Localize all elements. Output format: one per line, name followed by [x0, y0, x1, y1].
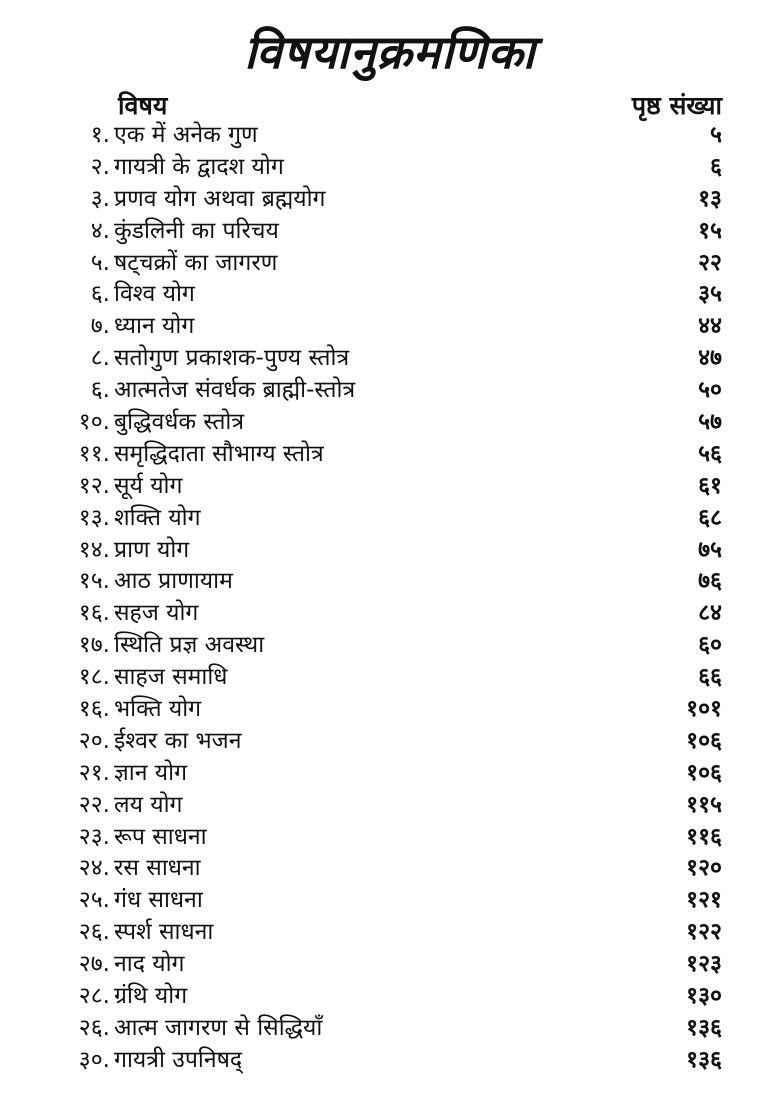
entry-page-number: ५६: [698, 440, 722, 467]
entry-number: १३.: [78, 504, 110, 531]
entry-number: १२.: [78, 472, 110, 499]
entry-number: २८.: [78, 983, 110, 1010]
entry-page-number: ५०: [698, 377, 722, 404]
entry-page-number: ३५: [698, 281, 722, 308]
entry-page-number: १३६: [686, 1014, 722, 1041]
entry-title: कुंडलिनी का परिचय: [114, 217, 279, 244]
toc-entry: [0, 917, 780, 949]
entry-number: २५.: [78, 887, 110, 914]
entry-title: ज्ञान योग: [114, 759, 188, 786]
entry-number: १४.: [78, 536, 110, 563]
entry-title: साहज समाधि: [114, 664, 228, 691]
entry-title: प्राण योग: [114, 536, 190, 563]
entry-number: १०.: [78, 409, 110, 436]
entry-title: षट्चक्रों का जागरण: [114, 249, 278, 276]
toc-entry: [0, 885, 780, 917]
toc-entry: [0, 662, 780, 694]
entry-title: सतोगुण प्रकाशक-पुण्य स्तोत्र: [114, 345, 350, 372]
toc-entry: [0, 407, 780, 439]
entry-page-number: ६६: [698, 664, 722, 691]
entry-title: गायत्री के द्वादश योग: [114, 153, 284, 180]
entry-title: बुद्धिवर्धक स्तोत्र: [114, 409, 245, 436]
toc-entry: [0, 758, 780, 790]
entry-page-number: ७५: [698, 536, 722, 563]
entry-page-number: १२३: [686, 951, 722, 978]
entry-number: २७.: [78, 951, 110, 978]
entry-page-number: ६: [710, 153, 722, 180]
toc-entry: [0, 152, 780, 184]
toc-entry: [0, 503, 780, 535]
entry-title: लय योग: [114, 791, 183, 818]
entry-page-number: ७६: [698, 568, 722, 595]
toc-entry: [0, 566, 780, 598]
entry-number: ७.: [90, 313, 110, 340]
toc-entry: [0, 248, 780, 280]
entry-page-number: ८४: [698, 600, 722, 627]
toc-entry: [0, 120, 780, 152]
toc-entry: [0, 375, 780, 407]
toc-entry: [0, 598, 780, 630]
toc-entry: [0, 216, 780, 248]
entry-number: ८.: [90, 345, 110, 372]
entry-title: स्थिति प्रज्ञ अवस्था: [114, 632, 265, 659]
entry-number: १५.: [78, 568, 110, 595]
toc-entry: [0, 279, 780, 311]
toc-entry: [0, 535, 780, 567]
entry-page-number: १५: [698, 217, 722, 244]
entry-page-number: ११६: [686, 823, 722, 850]
entry-page-number: ११५: [686, 791, 722, 818]
entry-number: २.: [90, 153, 110, 180]
entry-title: नाद योग: [114, 951, 185, 978]
entry-page-number: ६१: [698, 472, 722, 499]
entry-page-number: १२०: [686, 855, 722, 882]
entry-number: २४.: [78, 855, 110, 882]
entry-page-number: १३६: [686, 1046, 722, 1073]
toc-entry: [0, 184, 780, 216]
entry-page-number: २२: [698, 249, 722, 276]
entry-page-number: ४४: [698, 313, 722, 340]
entry-number: ३.: [90, 185, 110, 212]
entry-title: शक्ति योग: [114, 504, 201, 531]
entry-number: ६.: [90, 377, 110, 404]
entry-title: ध्यान योग: [114, 313, 195, 340]
entry-number: १७.: [78, 632, 110, 659]
entry-number: १६.: [78, 696, 110, 723]
toc-entry: [0, 1013, 780, 1045]
entry-number: २६.: [78, 919, 110, 946]
entry-title: आठ प्राणायाम: [114, 568, 233, 595]
entry-title: ग्रंथि योग: [114, 983, 188, 1010]
toc-entry: [0, 471, 780, 503]
entry-page-number: १०६: [686, 759, 722, 786]
entry-number: ११.: [78, 440, 110, 467]
toc-entry: [0, 343, 780, 375]
entry-number: २२.: [78, 791, 110, 818]
entry-number: ३०.: [78, 1046, 110, 1073]
toc-entry: [0, 311, 780, 343]
toc-entry: [0, 439, 780, 471]
toc-entry: [0, 949, 780, 981]
entry-number: ४.: [90, 217, 110, 244]
subject-column-header: विषय: [118, 91, 168, 120]
entry-title: रूप साधना: [114, 823, 207, 850]
entry-page-number: ५: [710, 122, 722, 148]
entry-number: २६.: [78, 1014, 110, 1041]
toc-entry: [0, 1045, 780, 1077]
entry-page-number: १३: [698, 185, 722, 212]
entry-number: १६.: [78, 600, 110, 627]
entry-title: विश्व योग: [114, 281, 195, 308]
entry-title: समृद्धिदाता सौभाग्य स्तोत्र: [114, 440, 324, 467]
entry-number: ६.: [90, 281, 110, 308]
entry-title: सहज योग: [114, 600, 199, 627]
page-number-column-header: पृष्ठ संख्या: [631, 91, 722, 120]
toc-entry: [0, 853, 780, 885]
entry-page-number: ६०: [698, 632, 722, 659]
entry-page-number: १३०: [686, 983, 722, 1010]
entry-title: गायत्री उपनिषद्: [114, 1046, 243, 1073]
entry-title: एक में अनेक गुण: [114, 122, 258, 148]
page-title: विषयानुक्रमणिका: [244, 25, 536, 79]
entry-number: १८.: [78, 664, 110, 691]
entry-number: २०.: [78, 727, 110, 754]
entry-page-number: ४७: [698, 345, 722, 372]
toc-entry: [0, 822, 780, 854]
toc-entry: [0, 694, 780, 726]
toc-entry: [0, 981, 780, 1013]
toc-entry: [0, 630, 780, 662]
entry-page-number: १२२: [686, 919, 722, 946]
entry-number: २१.: [78, 759, 110, 786]
entry-number: ५.: [90, 249, 110, 276]
entry-title: आत्मतेज संवर्धक ब्राह्मी-स्तोत्र: [114, 377, 356, 404]
toc-entry: [0, 726, 780, 758]
entry-number: २३.: [78, 823, 110, 850]
entry-title: स्पर्श साधना: [114, 919, 214, 946]
entry-title: ईश्वर का भजन: [114, 727, 242, 754]
entry-page-number: १०६: [686, 727, 722, 754]
entry-page-number: ६८: [698, 504, 722, 531]
entry-page-number: १२१: [686, 887, 722, 914]
table-of-contents: [0, 120, 780, 1077]
entry-title: गंध साधना: [114, 887, 203, 914]
toc-entry: [0, 790, 780, 822]
entry-page-number: ५७: [698, 409, 722, 436]
entry-title: प्रणव योग अथवा ब्रह्मयोग: [114, 185, 326, 212]
entry-title: आत्म जागरण से सिद्धियाँ: [114, 1014, 323, 1041]
entry-title: भक्ति योग: [114, 696, 202, 723]
entry-title: सूर्य योग: [114, 472, 183, 499]
entry-number: १.: [90, 122, 110, 148]
entry-page-number: १०१: [686, 696, 722, 723]
entry-title: रस साधना: [114, 855, 201, 882]
